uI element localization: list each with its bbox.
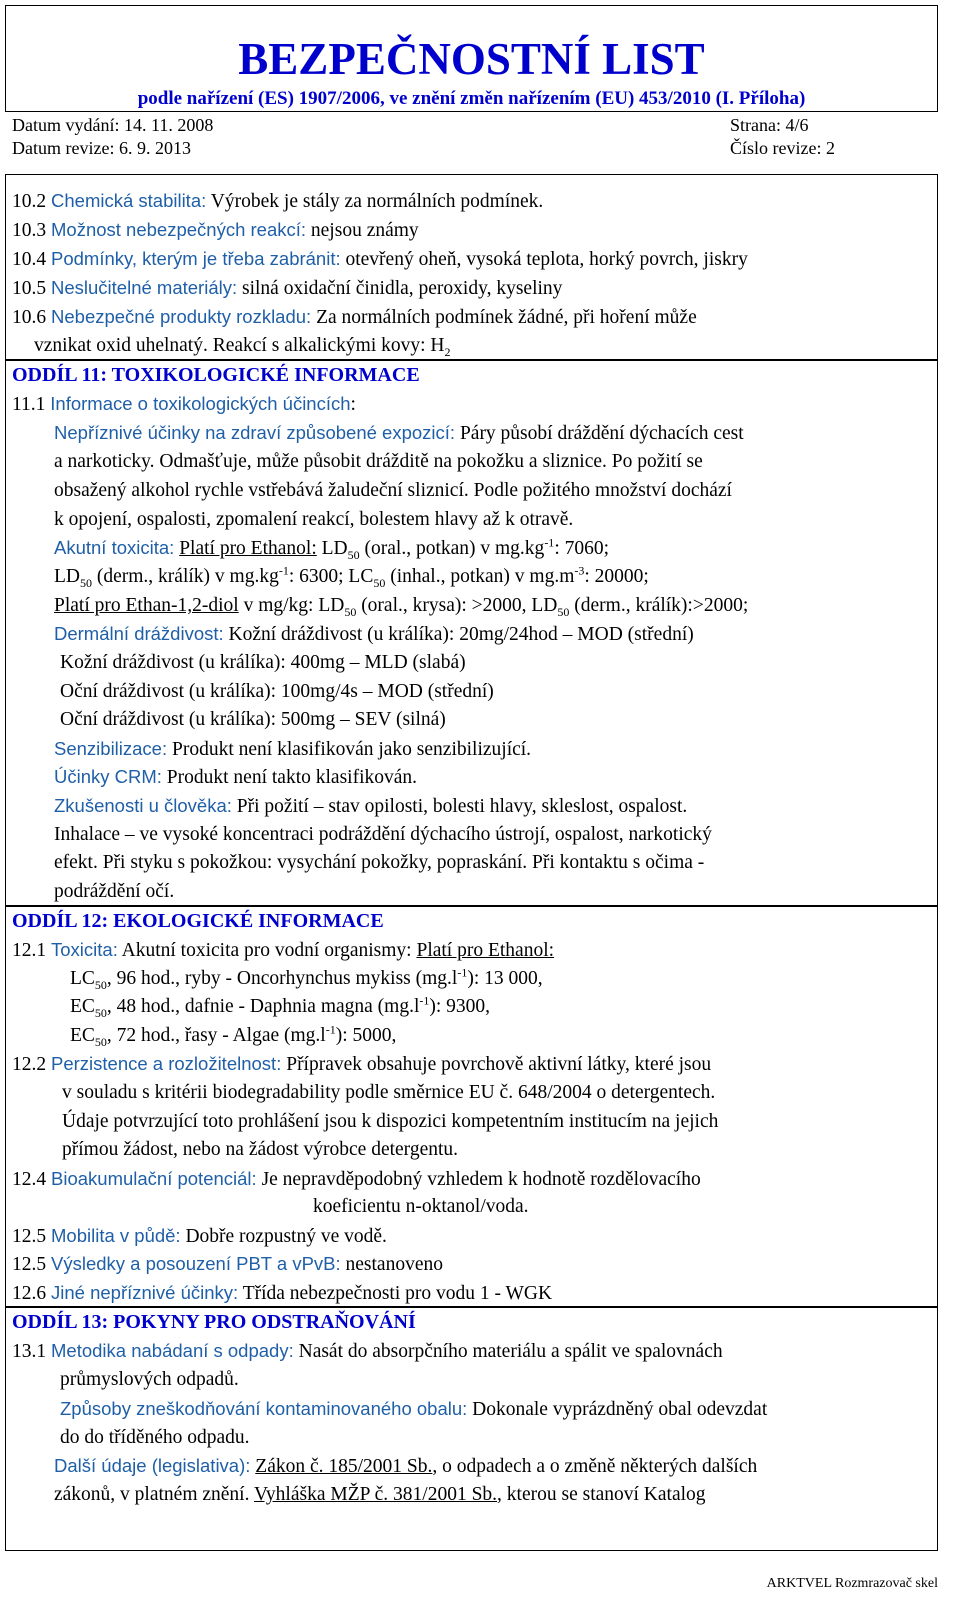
divider bbox=[5, 905, 938, 907]
acute-toxicity: Akutní toxicita: Platí pro Ethanol: $LD_{50}$ (oral., potkan) v $mg.kg^{-1}$: 7060; bbox=[54, 535, 610, 562]
page-number: Strana: 4/6 bbox=[730, 115, 809, 135]
adverse-effects: Nepříznivé účinky na zdraví způsobené expozicí: Páry působí dráždění dýchacích cest bbox=[54, 422, 744, 444]
item-12-4: 12.4 Bioakumulační potenciál: Je nepravděpodobný vzhledem k hodnotě rozdělovacího bbox=[12, 1168, 701, 1190]
persistence-line: přímou žádost, nebo na žádost výrobce detergentu. bbox=[62, 1139, 459, 1160]
human-experience-line: efekt. Při styku s pokožkou: vysychání pokožky, popraskání. Při kontaktu s očima - bbox=[54, 852, 705, 873]
item-12-5-pbt: 12.5 Výsledky a posouzení PBT a vPvB: nestanoveno bbox=[12, 1253, 443, 1275]
item-10-3: 10.3 Možnost nebezpečných reakcí: nejsou známy bbox=[12, 219, 419, 241]
toxicity-row: $EC_{50}$, 72 hod., řasy - Algae $(mg.l^{-1})$: 5000, bbox=[70, 1022, 397, 1049]
item-12-6: 12.6 Jiné nepříznivé účinky: Třída nebezpečnosti pro vodu 1 - WGK bbox=[12, 1282, 553, 1304]
divider bbox=[5, 1306, 938, 1308]
divider bbox=[5, 359, 938, 361]
dermal-irritation-line: Kožní dráždivost (u králíka): 400mg – MLD (slabá) bbox=[60, 652, 466, 673]
human-experience-line: Inhalace – ve vysoké koncentraci podráždění dýchacího ústrojí, ospalost, narkotický bbox=[54, 824, 712, 845]
document-header bbox=[5, 5, 938, 112]
legislation-line: zákonů, v platném znění. Vyhláška MŽP č. 381/2001 Sb., kterou se stanoví Katalog bbox=[54, 1484, 706, 1505]
issue-date: Datum vydání: 14. 11. 2008 bbox=[12, 115, 214, 135]
bioaccumulation-line: koeficientu n-oktanol/voda. bbox=[313, 1196, 529, 1217]
human-experience: Zkušenosti u člověka: Při požití – stav opilosti, bolesti hlavy, skleslost, ospalost. bbox=[54, 795, 688, 817]
legislation: Další údaje (legislativa): Zákon č. 185/2001 Sb., o odpadech a o změně některých dalších bbox=[54, 1455, 758, 1477]
item-11-1: 11.1 Informace o toxikologických účincích: bbox=[12, 393, 356, 415]
eye-irritation-line: Oční dráždivost (u králíka): 100mg/4s – MOD (střední) bbox=[60, 681, 494, 702]
item-12-1: 12.1 Toxicita: Akutní toxicita pro vodní organismy: Platí pro Ethanol: bbox=[12, 939, 555, 961]
revision-number: Číslo revize: 2 bbox=[730, 138, 835, 158]
human-experience-line: podráždění očí. bbox=[54, 881, 175, 902]
packaging-disposal: Způsoby zneškodňování kontaminovaného obalu: Dokonale vyprázdněný obal odevzdat bbox=[60, 1398, 768, 1420]
packaging-disposal-line: do do tříděného odpadu. bbox=[60, 1427, 250, 1448]
item-10-4: 10.4 Podmínky, kterým je třeba zabránit: otevřený oheň, vysoká teplota, horký povrch, jiskry bbox=[12, 248, 748, 270]
item-13-1: 13.1 Metodika nabádaní s odpady: Nasát do absorpčního materiálu a spálit ve spalovnách bbox=[12, 1340, 723, 1362]
tox-text-line: a narkoticky. Odmašťuje, může působit drážditě na pokožku a sliznice. Po požití se bbox=[54, 451, 703, 472]
revision-date: Datum revize: 6. 9. 2013 bbox=[12, 138, 191, 158]
disposal-line: průmyslových odpadů. bbox=[60, 1369, 239, 1390]
cmr-effects: Účinky CRM: Produkt není takto klasifikován. bbox=[54, 766, 418, 788]
sensitization: Senzibilizace: Produkt není klasifikován jako senzibilizující. bbox=[54, 738, 532, 760]
dermal-irritation: Dermální dráždivost: Kožní dráždivost (u králíka): 20mg/24hod – MOD (střední) bbox=[54, 623, 694, 645]
persistence-line: Údaje potvrzující toto prohlášení jsou k dispozici kompetentním institucím na jejich bbox=[62, 1111, 719, 1132]
acute-toxicity-cont: $LD_{50}$ (derm., králík) v $mg.kg^{-1}$: 6300; $LC_{50}$ (inhal., potkan) v $mg.m^{-3}$: 20000; bbox=[54, 563, 649, 590]
section-11-heading: ODDÍL 11: TOXIKOLOGICKÉ INFORMACE bbox=[12, 364, 420, 386]
document-subtitle: podle nařízení (ES) 1907/2006, ve znění změn nařízením (EU) 453/2010 (I. Příloha) bbox=[137, 88, 806, 109]
item-10-5: 10.5 Neslučitelné materiály: silná oxidační činidla, peroxidy, kyseliny bbox=[12, 277, 563, 299]
law-link[interactable]: Zákon č. 185/2001 Sb. bbox=[255, 1456, 433, 1477]
toxicity-row: $LC_{50}$, 96 hod., ryby - Oncorhynchus mykiss $(mg.l^{-1})$: 13 000, bbox=[70, 965, 543, 992]
section-12-heading: ODDÍL 12: EKOLOGICKÉ INFORMACE bbox=[12, 910, 384, 932]
section-13-heading: ODDÍL 13: POKYNY PRO ODSTRAŇOVÁNÍ bbox=[12, 1311, 416, 1333]
document-title: BEZPEČNOSTNÍ LIST bbox=[238, 34, 705, 84]
tox-text-line: k opojení, ospalosti, zpomalení reakcí, bolestem hlavy až k otravě. bbox=[54, 509, 574, 530]
item-12-2: 12.2 Perzistence a rozložitelnost: Přípravek obsahuje povrchově aktivní látky, které jsou bbox=[12, 1053, 712, 1075]
tox-text-line: obsažený alkohol rychle vstřebává žaludeční sliznicí. Podle požitého množství dochází bbox=[54, 480, 732, 501]
toxicity-row: $EC_{50}$, 48 hod., dafnie - Daphnia magna $(mg.l^{-1})$: 9300, bbox=[70, 993, 491, 1020]
item-10-6-cont: vznikat oxid uhelnatý. Reakcí s alkalickými kovy: $H_2$ bbox=[34, 335, 451, 359]
ethandiol-toxicity: Platí pro Ethan-1,2-diol v mg/kg: $LD_{50}$ (oral., krysa): >2000, $LD_{50}$ (derm., králík):>2000; bbox=[54, 595, 749, 619]
footer-product-name: ARKTVEL Rozmrazovač skel bbox=[766, 1576, 938, 1591]
item-10-6: 10.6 Nebezpečné produkty rozkladu: Za normálních podmínek žádné, při hoření může bbox=[12, 306, 697, 328]
decree-link[interactable]: Vyhláška MŽP č. 381/2001 Sb. bbox=[254, 1484, 498, 1505]
item-10-2: 10.2 Chemická stabilita: Výrobek je stály za normálních podmínek. bbox=[12, 190, 544, 212]
eye-irritation-line: Oční dráždivost (u králíka): 500mg – SEV (silná) bbox=[60, 709, 446, 730]
item-12-5-mobility: 12.5 Mobilita v půdě: Dobře rozpustný ve vodě. bbox=[12, 1225, 387, 1247]
persistence-line: v souladu s kritérii biodegradability podle směrnice EU č. 648/2004 o detergentech. bbox=[62, 1082, 716, 1103]
